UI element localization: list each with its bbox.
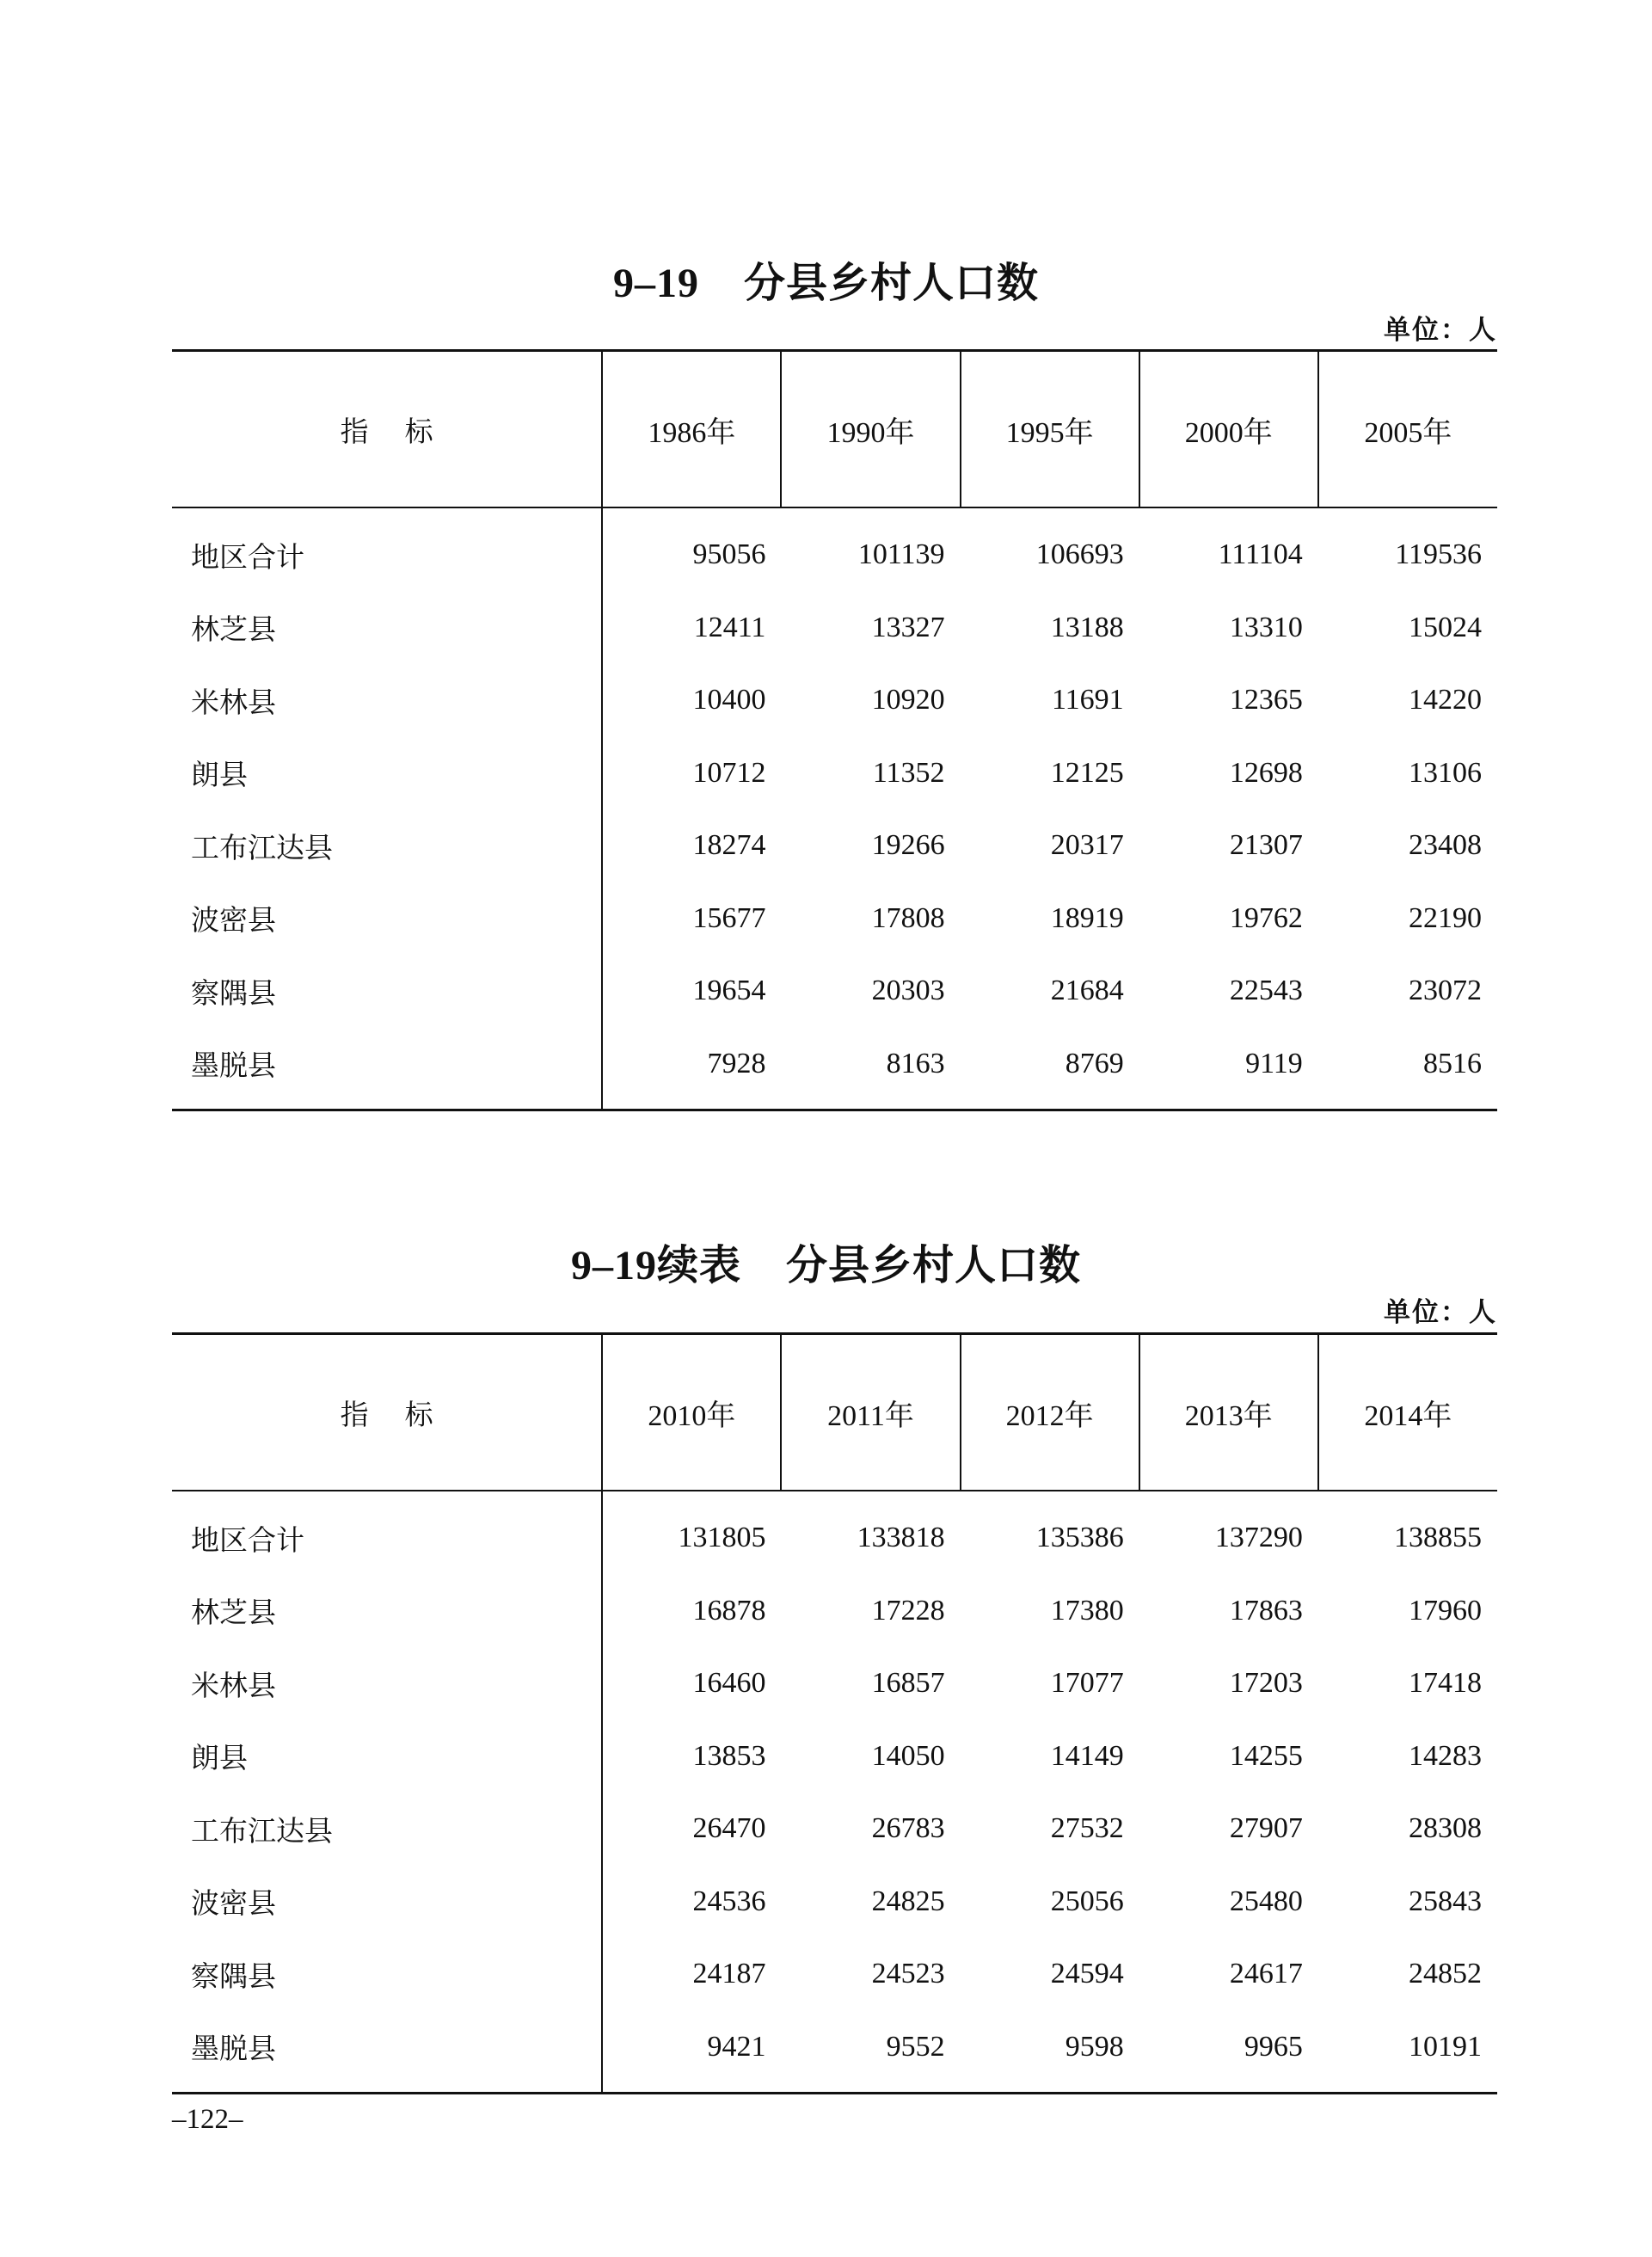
table-row <box>172 809 1497 883</box>
cell-value: 8516 <box>1423 1047 1482 1079</box>
cell-value: 20317 <box>1050 829 1124 862</box>
cell-value: 138855 <box>1394 1522 1482 1554</box>
table1 <box>172 349 1497 1111</box>
region-name: 波密县 <box>191 1886 276 1921</box>
cell-value: 9598 <box>1065 2030 1124 2063</box>
cell-value: 101139 <box>857 538 945 571</box>
cell-value: 17418 <box>1409 1667 1482 1700</box>
table2-title-text: 分县乡村人口数 <box>786 1241 1082 1289</box>
cell-value: 24523 <box>871 1958 945 1990</box>
cell-value: 13106 <box>1409 756 1482 789</box>
cell-value: 28308 <box>1409 1812 1482 1845</box>
table1-header-year: 1995年 <box>961 351 1139 508</box>
cell-value: 24852 <box>1409 1958 1482 1990</box>
cell-value: 14220 <box>1409 684 1482 716</box>
cell-value: 10191 <box>1409 2030 1482 2063</box>
cell-value: 137290 <box>1214 1522 1303 1554</box>
cell-value: 25056 <box>1050 1885 1124 1917</box>
region-name: 朗县 <box>191 1741 248 1775</box>
table2-title-code: 9–19续表 <box>570 1243 741 1288</box>
table2-header-year: 2013年 <box>1139 1334 1318 1491</box>
cell-value: 13327 <box>871 611 945 643</box>
cell-value: 8769 <box>1065 1047 1124 1079</box>
table-row <box>172 664 1497 737</box>
cell-value: 10712 <box>602 737 781 810</box>
region-name: 朗县 <box>191 758 248 792</box>
table2-unit: 单位：人 <box>1384 1297 1497 1328</box>
cell-value: 16878 <box>602 1575 781 1648</box>
cell-value: 14149 <box>1050 1739 1124 1772</box>
cell-value: 95056 <box>602 507 781 592</box>
cell-value: 9119 <box>1245 1047 1303 1079</box>
cell-value: 17077 <box>1050 1667 1124 1700</box>
cell-value: 14050 <box>871 1739 945 1772</box>
cell-value: 111104 <box>1218 538 1303 571</box>
cell-value: 11352 <box>872 756 945 789</box>
cell-value: 12125 <box>1050 756 1124 789</box>
cell-value: 13310 <box>1229 611 1303 643</box>
cell-value: 27907 <box>1229 1812 1303 1845</box>
cell-value: 18274 <box>602 809 781 883</box>
cell-value: 22543 <box>1229 975 1303 1007</box>
cell-value: 17960 <box>1409 1594 1482 1627</box>
table-row <box>172 737 1497 810</box>
table1-header-year: 1990年 <box>781 351 960 508</box>
table-row <box>172 1938 1497 2011</box>
cell-value: 19266 <box>871 829 945 862</box>
table-row <box>172 2011 1497 2094</box>
cell-value: 25843 <box>1409 1885 1482 1917</box>
table-row <box>172 1793 1497 1866</box>
region-name: 林芝县 <box>191 612 276 647</box>
cell-value: 16460 <box>602 1647 781 1720</box>
region-name: 墨脱县 <box>191 2032 276 2066</box>
region-name: 工布江达县 <box>191 1813 333 1848</box>
table-row <box>172 1491 1497 1575</box>
cell-value: 21307 <box>1229 829 1303 862</box>
region-name: 工布江达县 <box>191 830 333 864</box>
region-name: 察隅县 <box>191 1959 276 1993</box>
table1-title-code: 9–19 <box>612 261 699 306</box>
cell-value: 12698 <box>1229 756 1303 789</box>
table2-header-label: 指标 <box>172 1334 602 1491</box>
table2-header-year: 2011年 <box>781 1334 960 1491</box>
cell-value: 24825 <box>871 1885 945 1917</box>
cell-value: 13853 <box>602 1720 781 1793</box>
cell-value: 25480 <box>1229 1885 1303 1917</box>
table2-header-year: 2014年 <box>1318 1334 1497 1491</box>
table-row <box>172 1575 1497 1648</box>
table1-header-label: 指标 <box>172 351 602 508</box>
cell-value: 12411 <box>602 592 781 665</box>
cell-value: 14283 <box>1409 1739 1482 1772</box>
table1-unit: 单位：人 <box>1384 315 1497 346</box>
cell-value: 18919 <box>1050 901 1124 934</box>
cell-value: 23072 <box>1409 975 1482 1007</box>
cell-value: 133818 <box>857 1522 945 1554</box>
cell-value: 11691 <box>1051 684 1124 716</box>
table-row <box>172 1647 1497 1720</box>
cell-value: 131805 <box>602 1491 781 1575</box>
cell-value: 19762 <box>1229 901 1303 934</box>
cell-value: 9421 <box>602 2011 781 2094</box>
table1-header-row <box>172 351 1497 508</box>
region-name: 米林县 <box>191 685 276 719</box>
cell-value: 24187 <box>602 1938 781 2011</box>
table-row <box>172 1866 1497 1939</box>
region-name: 米林县 <box>191 1668 276 1702</box>
table-row <box>172 1028 1497 1110</box>
cell-value: 16857 <box>871 1667 945 1700</box>
cell-value: 7928 <box>602 1028 781 1110</box>
table1-title <box>0 249 1652 309</box>
table-row <box>172 1720 1497 1793</box>
cell-value: 21684 <box>1050 975 1124 1007</box>
cell-value: 10400 <box>602 664 781 737</box>
table-row <box>172 592 1497 665</box>
cell-value: 22190 <box>1409 901 1482 934</box>
table1-header-year: 2000年 <box>1139 351 1318 508</box>
cell-value: 19654 <box>602 955 781 1028</box>
table2-header-row <box>172 1334 1497 1491</box>
cell-value: 15024 <box>1409 611 1482 643</box>
cell-value: 24536 <box>602 1866 781 1939</box>
cell-value: 13188 <box>1050 611 1124 643</box>
table1-header-year: 1986年 <box>602 351 781 508</box>
table2 <box>172 1332 1497 2094</box>
cell-value: 12365 <box>1229 684 1303 716</box>
table1-title-text: 分县乡村人口数 <box>743 259 1039 307</box>
cell-value: 17808 <box>871 901 945 934</box>
table-row <box>172 507 1497 592</box>
table-row <box>172 883 1497 956</box>
region-name: 林芝县 <box>191 1596 276 1630</box>
region-name: 察隅县 <box>191 975 276 1010</box>
cell-value: 24617 <box>1229 1958 1303 1990</box>
cell-value: 119536 <box>1395 538 1482 571</box>
cell-value: 17863 <box>1229 1594 1303 1627</box>
cell-value: 17203 <box>1229 1667 1303 1700</box>
cell-value: 9552 <box>886 2030 945 2063</box>
cell-value: 106693 <box>1035 538 1124 571</box>
cell-value: 135386 <box>1035 1522 1124 1554</box>
table2-header-year: 2012年 <box>961 1334 1139 1491</box>
cell-value: 26783 <box>871 1812 945 1845</box>
cell-value: 20303 <box>871 975 945 1007</box>
region-name: 墨脱县 <box>191 1049 276 1083</box>
cell-value: 24594 <box>1050 1958 1124 1990</box>
cell-value: 9965 <box>1244 2030 1303 2063</box>
cell-value: 8163 <box>886 1047 945 1079</box>
cell-value: 23408 <box>1409 829 1482 862</box>
page-number: –122– <box>172 2104 243 2135</box>
cell-value: 17380 <box>1050 1594 1124 1627</box>
cell-value: 27532 <box>1050 1812 1124 1845</box>
table1-header-year: 2005年 <box>1318 351 1497 508</box>
region-name: 波密县 <box>191 903 276 938</box>
table2-header-year: 2010年 <box>602 1334 781 1491</box>
cell-value: 15677 <box>602 883 781 956</box>
region-name: 地区合计 <box>191 539 304 574</box>
cell-value: 26470 <box>602 1793 781 1866</box>
table-row <box>172 955 1497 1028</box>
cell-value: 17228 <box>871 1594 945 1627</box>
region-name: 地区合计 <box>191 1522 304 1557</box>
cell-value: 10920 <box>871 684 945 716</box>
cell-value: 14255 <box>1229 1739 1303 1772</box>
table2-title <box>0 1232 1652 1291</box>
